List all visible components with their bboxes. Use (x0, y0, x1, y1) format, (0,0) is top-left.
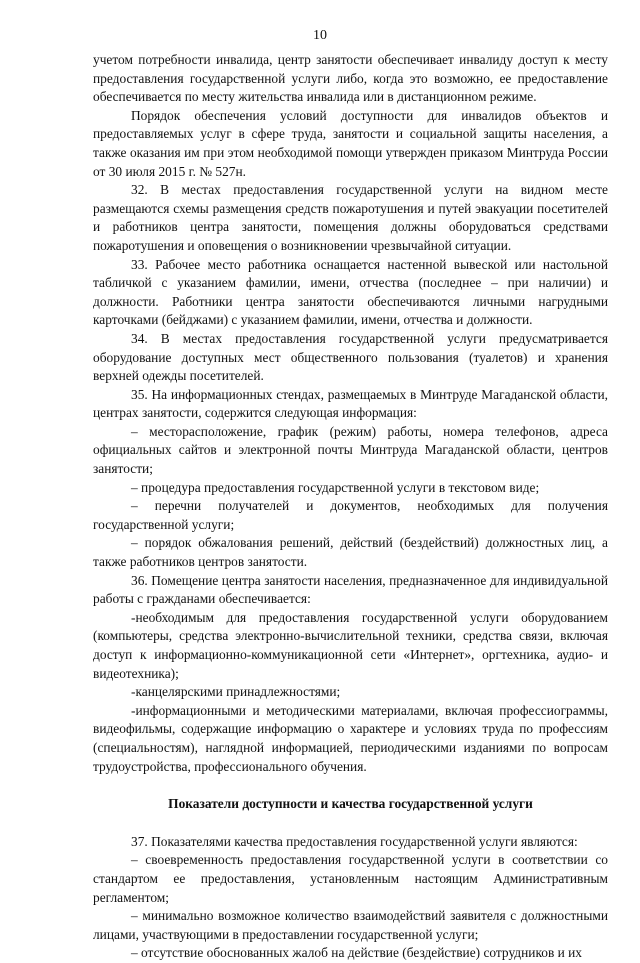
list-item-stationery: -канцелярскими принадлежностями; (131, 684, 341, 700)
paragraph-accessibility-order: Порядок обеспечения условий доступности для инвалидов объектов и предоставляемых услуг в сфере труда, занятости и социальной защиты населения, а также оказания им при этом необходимой помощи утвержден приказом Минтруда России от 30 июля 2015 г. № 527н. (93, 107, 608, 179)
paragraph-36: 36. Помещение центра занятости населения, предназначенное для индивидуальной работы с гражданами обеспечивается: (93, 572, 608, 607)
list-item-equipment: -необходимым для предоставления государственной услуги оборудованием (компьютеры, средства электронно-вычислительной техники, средства связи, включая доступ к информационно-коммуникационной сети «Интернет», оргтехника, аудио- и видеотехника); (93, 609, 608, 681)
section-heading: Показатели доступности и качества государственной услуги (168, 796, 533, 812)
list-item-recipients: – перечни получателей и документов, необходимых для получения государственной услуги; (93, 498, 608, 532)
paragraph-37: 37. Показателями качества предоставления государственной услуги являются: (131, 833, 578, 849)
list-item-timeliness: – своевременность предоставления государственной услуги в соответствии со стандартом ее предоставления, установленным настоящим Административным регламентом; (93, 852, 608, 905)
paragraph-34: 34. В местах предоставления государственной услуги предусматривается оборудование доступных мест общественного пользования (туалетов) и хранения верхней одежды посетителей. (93, 330, 608, 384)
document-body (93, 51, 608, 963)
paragraph-35: 35. На информационных стендах, размещаемых в Минтруде Магаданской области, центрах занятости, содержится следующая информация: (93, 386, 608, 421)
paragraph-33: 33. Рабочее место работника оснащается настенной вывеской или настольной табличкой с указанием фамилии, имени, отчества (последнее – при наличии) и должности. Работники центра занятости обеспечиваются личными нагрудными карточками (бейджами) с указанием фамилии, имени, отчества и должности. (93, 256, 608, 328)
paragraph-32: 32. В местах предоставления государственной услуги на видном месте размещаются схемы размещения средств пожаротушения и путей эвакуации посетителей и работников центра занятости, помещения должны оборудоваться средствами пожаротушения и оповещения о возникновении чрезвычайной ситуации. (93, 182, 608, 253)
list-item-interactions: – минимально возможное количество взаимодействий заявителя с должностными лицами, участвующими в предоставлении государственной услуги; (93, 908, 608, 942)
page-number: 10 (313, 28, 327, 43)
list-item-procedure: – процедура предоставления государственной услуги в текстовом виде; (131, 479, 540, 495)
list-item-materials: -информационными и методическими материалами, включая профессиограммы, видеофильмы, содержащие информацию о характере и условиях труда по профессиям (специальностям), наглядной информацией, периодическими изданиями по вопросам трудоустройства, профессионального обучения. (93, 702, 608, 774)
list-item-appeals: – порядок обжалования решений, действий (бездействий) должностных лиц, а также работников центров занятости. (93, 535, 608, 570)
paragraph-continuation: учетом потребности инвалида, центр занятости обеспечивает инвалиду доступ к месту предоставления государственной услуги либо, когда это возможно, ее предоставление обеспечивается по месту жительства инвалида или в дистанционном режиме. (93, 52, 608, 105)
list-item-location: – месторасположение, график (режим) работы, номера телефонов, адреса официальных сайтов и электронной почты Минтруда Магаданской области, центров занятости; (93, 423, 608, 477)
list-item-complaints: – отсутствие обоснованных жалоб на действие (бездействие) сотрудников и их (131, 945, 583, 961)
